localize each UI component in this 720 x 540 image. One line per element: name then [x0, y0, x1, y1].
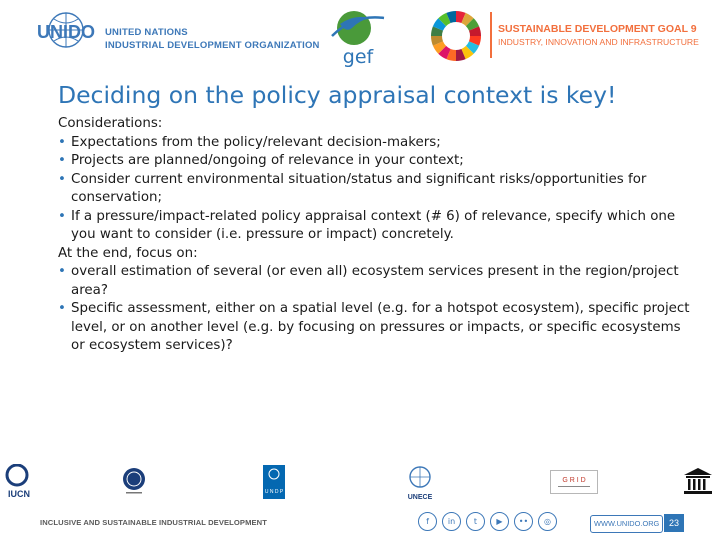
list-item [58, 263, 698, 300]
considerations-list [58, 134, 698, 245]
twitter-icon[interactable]: t [466, 512, 485, 531]
slide-header [0, 0, 720, 76]
slide-body [58, 115, 698, 356]
grid-arendal-logo [550, 470, 598, 494]
list-item-text: If a pressure/impact-related policy appraisal context (# 6) of relevance, specify which one you want to consider (i.e. pressure or impact) concretely. [71, 208, 676, 242]
unido-name [105, 26, 320, 52]
considerations-label: Considerations: [58, 116, 163, 131]
gef-logo [328, 6, 386, 68]
bullet-icon: • [58, 134, 66, 150]
list-item [58, 152, 698, 171]
list-item [58, 208, 698, 245]
bullet-icon: • [58, 153, 66, 168]
sdg-subtitle: INDUSTRY, INNOVATION AND INFRASTRUCTURE [498, 37, 699, 47]
bullet-icon: • [58, 301, 66, 316]
linkedin-icon[interactable]: in [442, 512, 461, 531]
sdg-label [498, 22, 699, 49]
facebook-icon[interactable]: f [418, 512, 437, 531]
list-item-text: overall estimation of several (or even all) ecosystem services present in the region/project area? [71, 264, 679, 298]
bullet-icon: • [58, 171, 66, 187]
list-item [58, 300, 698, 356]
undp-logo-text: U N D P [264, 489, 284, 495]
website-link[interactable]: WWW.UNIDO.ORG [590, 515, 663, 533]
social-icons [418, 512, 557, 534]
list-item [58, 171, 698, 208]
focus-label: At the end, focus on: [58, 245, 198, 261]
undp-logo [263, 465, 285, 499]
list-item-text: Specific assessment, either on a spatial level (e.g. for a hotspot ecosystem), specific project level, or on another level (e.g. by focusing on pressures or impacts, or specific ecosystems or ecosystem services)? [71, 301, 690, 353]
gef-logo-text: gef [342, 46, 374, 68]
instagram-icon[interactable]: ◎ [538, 512, 557, 531]
unece-logo [400, 464, 440, 502]
iucn-logo [4, 464, 34, 500]
focus-list [58, 263, 698, 356]
slide-title: Deciding on the policy appraisal context is key! [58, 81, 617, 109]
footer-tagline: INCLUSIVE AND SUSTAINABLE INDUSTRIAL DEVELOPMENT [40, 518, 267, 527]
unece-logo-text: UNECE [407, 494, 433, 501]
partner-logos [0, 462, 720, 504]
youtube-icon[interactable]: ▶ [490, 512, 509, 531]
bullet-icon: • [58, 264, 66, 279]
bullet-icon: • [58, 208, 66, 224]
grid-logo-text: G R I D [562, 477, 586, 484]
list-item-text: Projects are planned/ongoing of relevance in your context; [71, 153, 464, 168]
unido-line-2: INDUSTRIAL DEVELOPMENT ORGANIZATION [105, 40, 320, 51]
unesco-logo [680, 466, 716, 496]
sdg-divider [490, 12, 492, 58]
slide-content [58, 80, 698, 356]
unido-logo [35, 10, 97, 54]
sdg-wheel-icon [430, 10, 482, 62]
unido-logo-text: UNIDO [37, 22, 95, 42]
sdg-title: SUSTAINABLE DEVELOPMENT GOAL 9 [498, 23, 697, 35]
iwi-logo [120, 466, 148, 496]
list-item-text: Expectations from the policy/relevant decision-makers; [71, 134, 441, 150]
unido-line-1: UNITED NATIONS [105, 27, 188, 38]
slide-footer [0, 506, 720, 540]
page-number: 23 [664, 514, 684, 532]
iucn-logo-text: IUCN [8, 489, 30, 499]
flickr-icon[interactable]: •• [514, 512, 533, 531]
list-item [58, 134, 698, 153]
list-item-text: Consider current environmental situation/status and significant risks/opportunities for conservation; [71, 171, 647, 205]
